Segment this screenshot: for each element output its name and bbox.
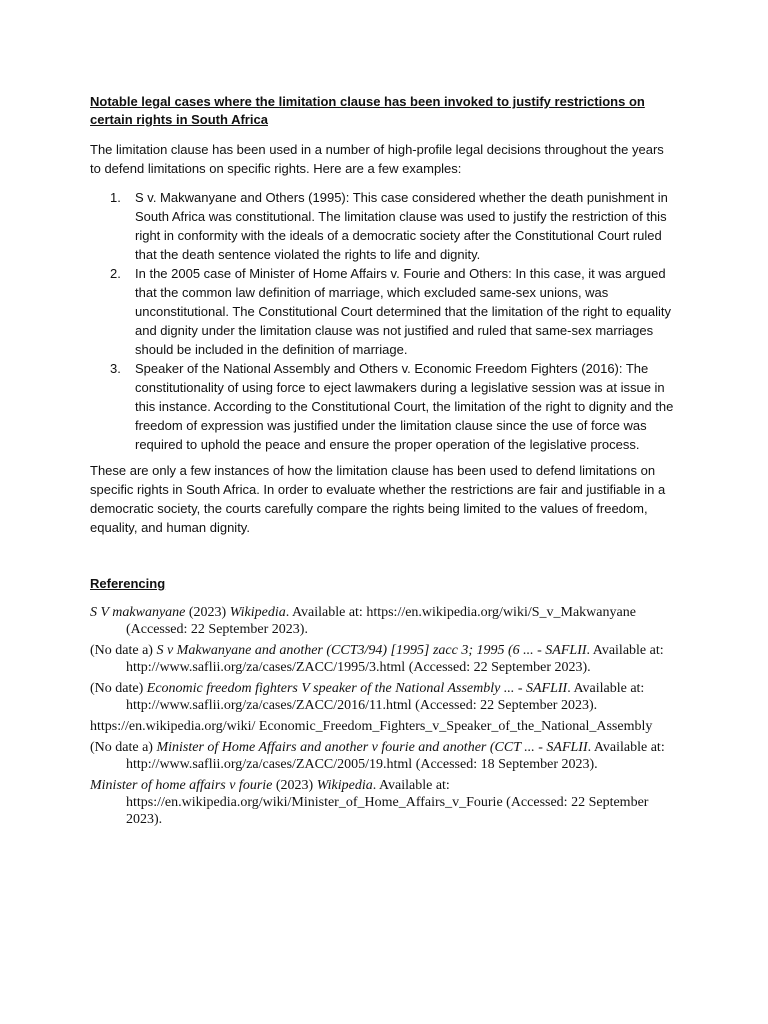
case-text: In the 2005 case of Minister of Home Affairs v. Fourie and Others: In this case, it was argued that the common law definition of marriage, which excluded same-sex unions, was unconstitutional. The Constitutional Court determined that the limitation of the right to equality and dignity under the limitation clause was not justified and ruled that same-sex marriages should be included in the definition of marriage. (135, 266, 671, 357)
case-item-3 (90, 359, 680, 454)
reference-entry (90, 739, 680, 773)
reference-lead: (No date) (90, 681, 147, 696)
reference-lead: (No date a) (90, 740, 157, 755)
reference-title: Minister of home affairs v fourie (90, 778, 273, 793)
reference-availability: . Available at: http://www.saflii.org/za/cases/ZACC/1995/3.html (Accessed: 22 September 2023). (126, 643, 664, 675)
reference-availability: . Available at: http://www.saflii.org/za/cases/ZACC/2016/11.html (Accessed: 22 September 2023). (126, 681, 645, 713)
case-item-2 (90, 264, 680, 359)
reference-entry (90, 718, 680, 735)
case-item-1 (90, 188, 680, 264)
reference-title: S v Makwanyane and another (CCT3/94) [1995] zacc 3; 1995 (6 ... - SAFLII (156, 643, 587, 658)
conclusion-paragraph: These are only a few instances of how the limitation clause has been used to defend limitations on specific rights in South Africa. In order to evaluate whether the restrictions are fair and justifiable in a democratic society, the courts carefully compare the rights being limited to the values of freedom, equality, and human dignity. (90, 463, 666, 535)
case-number: 1. (110, 190, 121, 205)
case-list (90, 188, 680, 454)
reference-title: Minister of Home Affairs and another v fourie and another (CCT ... - SAFLII (156, 740, 588, 755)
reference-year: (2023) (272, 778, 317, 793)
reference-entry (90, 777, 680, 828)
document-heading: Notable legal cases where the limitation clause has been invoked to justify restrictions on certain rights in South Africa (90, 94, 645, 127)
reference-list (90, 604, 680, 832)
case-text: Speaker of the National Assembly and Others v. Economic Freedom Fighters (2016): The constitutionality of using force to eject lawmakers during a legislative session was at issue in this instance. According to the Constitutional Court, the limitation of the right to dignity and the freedom of expression was justified under the limitation clause since the use of force was required to uphold the peace and ensure the proper operation of the legislative process. (135, 361, 674, 452)
case-text: S v. Makwanyane and Others (1995): This case considered whether the death punishment in South Africa was constitutional. The limitation clause was used to justify the restriction of this right in conformity with the ideals of a democratic society after the Constitutional Court ruled that the death sentence violated the rights to life and dignity. (135, 190, 668, 262)
reference-entry (90, 680, 680, 714)
reference-availability: . Available at: https://en.wikipedia.org/wiki/S_v_Makwanyane (Accessed: 22 September 2023). (126, 605, 636, 637)
reference-entry (90, 642, 680, 676)
case-number: 2. (110, 266, 121, 281)
referencing-heading: Referencing (90, 576, 166, 591)
case-number: 3. (110, 361, 121, 376)
reference-availability: . Available at: http://www.saflii.org/za/cases/ZACC/2005/19.html (Accessed: 18 September 2023). (126, 740, 665, 772)
reference-availability: . Available at: https://en.wikipedia.org/wiki/Minister_of_Home_Affairs_v_Fourie (Accessed: 22 September 2023). (126, 778, 649, 827)
reference-title: Economic freedom fighters V speaker of the National Assembly ... - SAFLII (146, 681, 568, 696)
reference-source: Wikipedia (229, 605, 286, 620)
reference-source: Wikipedia (316, 778, 373, 793)
reference-title: S V makwanyane (90, 605, 186, 620)
reference-entry (90, 604, 680, 638)
reference-lead: https://en.wikipedia.org/wiki/ Economic_Freedom_Fighters_v_Speaker_of_the_National_Assembly (90, 719, 653, 734)
intro-paragraph: The limitation clause has been used in a number of high-profile legal decisions throughout the years to defend limitations on specific rights. Here are a few examples: (90, 142, 664, 176)
reference-lead: (No date a) (90, 643, 157, 658)
reference-year: (2023) (185, 605, 230, 620)
